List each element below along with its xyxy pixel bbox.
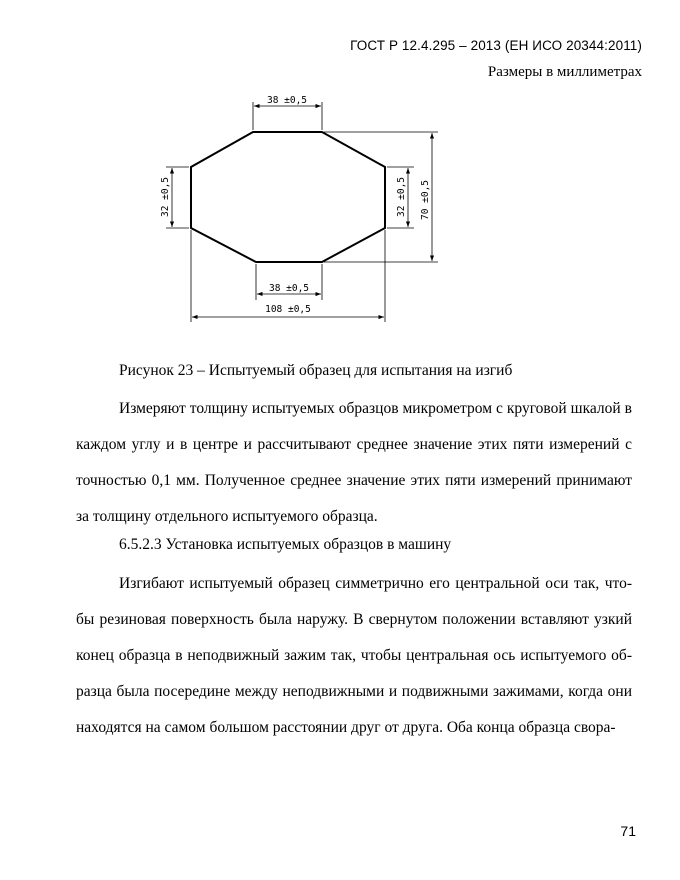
dimension-bottom: [256, 264, 322, 300]
dimension-top: [253, 102, 322, 130]
units-note: Размеры в миллиметрах: [487, 64, 642, 80]
paragraph-thickness-measurement: Измеряют толщину испытуемых образцов микрометром с круговой шкалой в каждом углу и в центре и рассчитывают среднее значение этих пяти измерений с точностью 0,1 мм. Полученное среднее значение этих пяти измерений принимают за толщину отдельного испытуемого образца.: [76, 400, 632, 525]
figure-caption: Рисунок 23 – Испытуемый образец для испытания на изгиб: [119, 362, 513, 379]
standard-designation: ГОСТ Р 12.4.295 – 2013 (ЕН ИСО 20344:2011): [350, 38, 642, 53]
specimen-drawing: [0, 90, 680, 330]
dimension-left-label: 32 ±0,5: [160, 176, 171, 218]
dimension-top-label: 38 ±0,5: [266, 95, 308, 106]
dimension-height-label: 70 ±0,5: [420, 179, 431, 221]
specimen-outline: [191, 132, 385, 262]
dimension-bottom-label: 38 ±0,5: [268, 283, 310, 294]
page-number: 71: [620, 823, 636, 839]
dimension-right-label: 32 ±0,5: [396, 176, 407, 218]
subsection-heading: 6.5.2.3 Установка испытуемых образцов в машину: [119, 536, 452, 553]
dimension-width-label: 108 ±0,5: [265, 304, 311, 315]
paragraph-specimen-mounting: Изгибают испытуемый образец симметрично его центральной оси так, чтобы резиновая поверхность была наружу. В свернутом положении вставляют узкий конец образца в неподвижный зажим так, чтобы центральная ось испытуемого образца была посередине между неподвижными и подвижными зажимами, когда они находятся на самом большом расстоянии друг от друга. Оба конца образца свора-: [76, 575, 632, 736]
